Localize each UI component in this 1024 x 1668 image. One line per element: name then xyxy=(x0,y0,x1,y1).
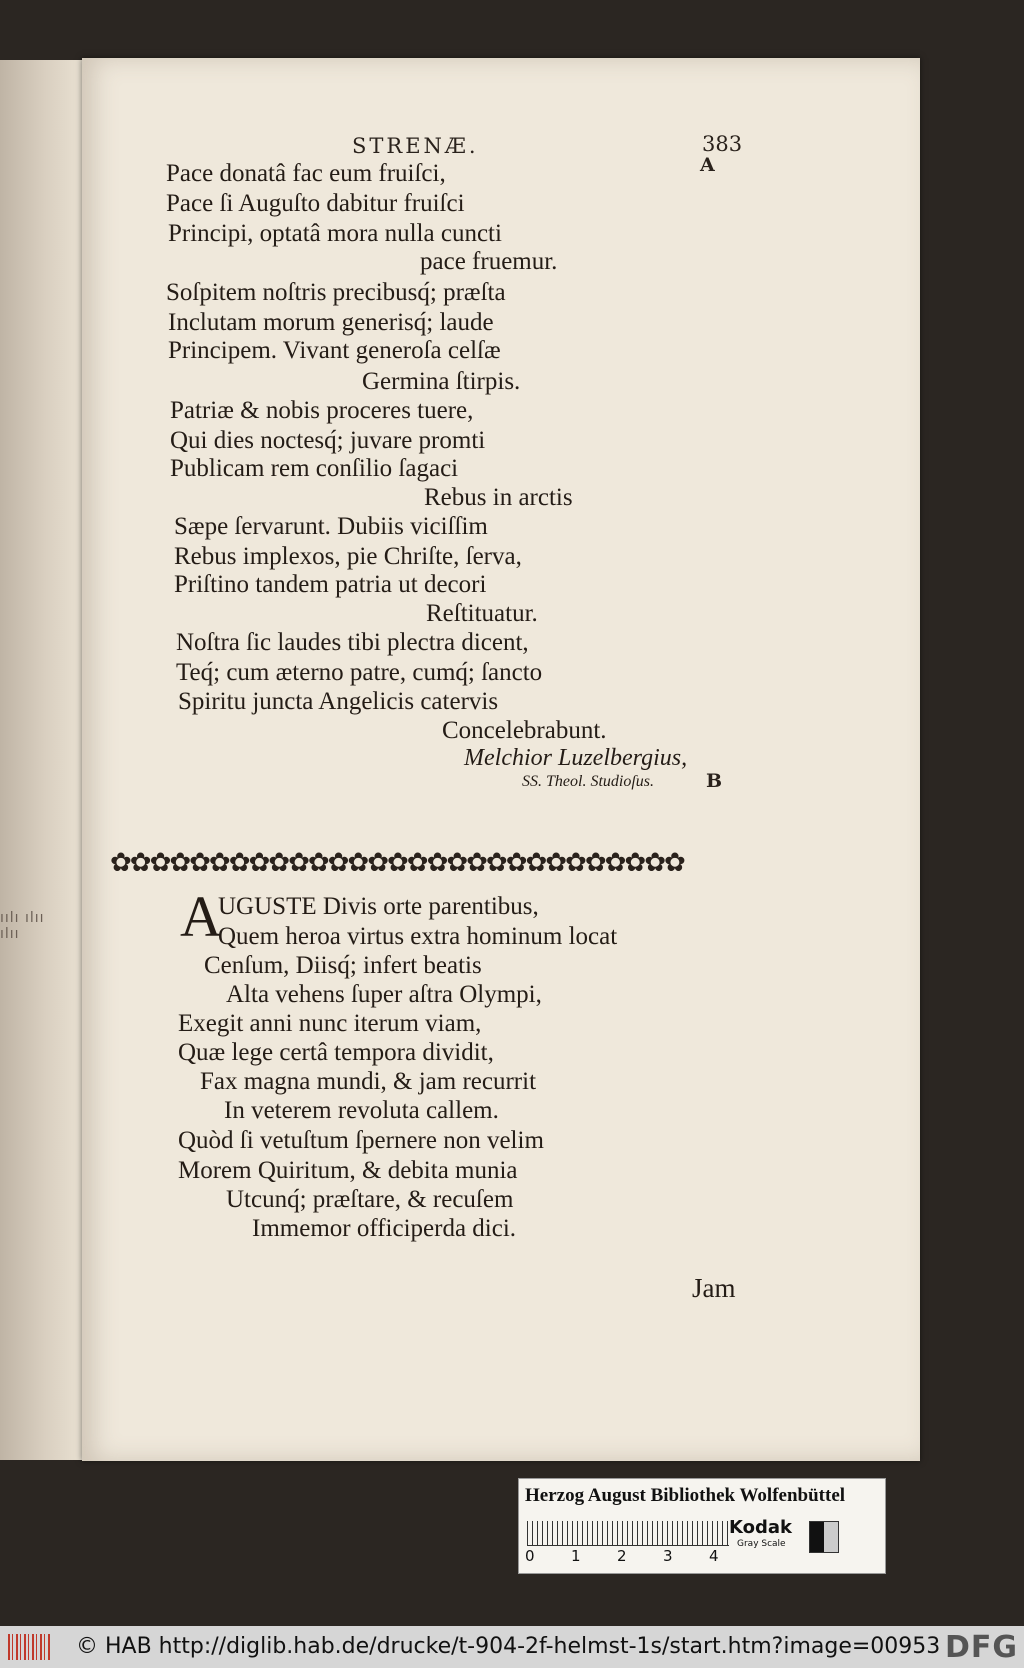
poem2-line: Exegit anni nunc iterum viam, xyxy=(178,1010,482,1037)
library-color-card xyxy=(518,1478,886,1574)
footer-bar xyxy=(0,1626,1024,1668)
ruler-number: 2 xyxy=(617,1547,627,1565)
poem2-line: Quæ lege certâ tempora dividit, xyxy=(178,1039,494,1066)
poem1-line: Publicam rem conſilio ſagaci xyxy=(170,455,459,482)
poem1-line: Principem. Vivant generoſa celſæ xyxy=(168,337,501,364)
poem1-line: Soſpitem noſtris precibusq́; præſta xyxy=(166,279,506,306)
poem2-line: Quòd ſi vetuſtum ſpernere non velim xyxy=(178,1127,544,1154)
poem1-line: Spiritu juncta Angelicis catervis xyxy=(178,688,499,715)
running-head: STRENÆ. xyxy=(352,134,479,158)
ruler-number: 1 xyxy=(571,1547,581,1565)
poem1-line: Patriæ & nobis proceres tuere, xyxy=(170,397,474,424)
page-number: 383 xyxy=(702,132,743,156)
gray-scale-label: Gray Scale xyxy=(737,1539,786,1549)
poem1-line: Rebus implexos, pie Chriſte, ſerva, xyxy=(174,543,522,570)
poem1-line: Inclutam morum generisq́; laude xyxy=(168,309,494,336)
poem2-line: Fax magna mundi, & jam recurrit xyxy=(200,1068,537,1095)
poem1-line: pace fruemur. xyxy=(420,248,558,275)
gray-swatch xyxy=(809,1521,839,1553)
catchword: Jam xyxy=(692,1273,736,1303)
barcode-icon xyxy=(8,1634,52,1660)
poem2-line: In veterem revoluta callem. xyxy=(224,1097,499,1124)
poem2-line: Alta vehens ſuper aſtra Olympi, xyxy=(226,981,542,1008)
signature-mark-a: A xyxy=(700,154,715,176)
kodak-brand: Kodak xyxy=(729,1517,792,1538)
dfg-logo: DFG xyxy=(944,1630,1018,1665)
left-page-edge xyxy=(0,60,84,1460)
library-name: Herzog August Bibliothek Wolfenbüttel xyxy=(525,1485,846,1506)
poem2-line: Utcunq́; præſtare, & recuſem xyxy=(226,1186,514,1213)
poem1-line: Germina ſtirpis. xyxy=(362,368,521,395)
poem2-line: Morem Quiritum, & debita munia xyxy=(178,1157,518,1184)
left-page-ghost-text: ıılı ılıı ılıı xyxy=(0,910,45,942)
poem2-line: Immemor officiperda dici. xyxy=(252,1215,517,1242)
poem1-line: Priſtino tandem patria ut decori xyxy=(174,571,487,598)
drop-cap: A xyxy=(180,884,222,949)
poem1-line: Principi, optatâ mora nulla cuncti xyxy=(168,220,502,247)
ruler-number: 0 xyxy=(525,1547,535,1565)
poem2-line: Quem heroa virtus extra hominum locat xyxy=(218,923,618,950)
poem1-line: Concelebrabunt. xyxy=(442,717,607,744)
poem2-line: Cenſum, Diisq́; infert beatis xyxy=(204,952,482,979)
ornamental-border: ✿✿✿✿✿✿✿✿✿✿✿✿✿✿✿✿✿✿✿✿✿✿✿✿✿✿✿✿✿ xyxy=(110,848,684,878)
ruler-number: 3 xyxy=(663,1547,673,1565)
poem1-line: Sæpe ſervarunt. Dubiis viciſſim xyxy=(174,513,488,540)
poem1-line: Noſtra ſic laudes tibi plectra dicent, xyxy=(176,629,529,656)
book-page xyxy=(82,58,920,1461)
poem1-line: Teq́; cum æterno patre, cumq́; ſancto xyxy=(176,659,543,686)
poem1-line: Qui dies noctesq́; juvare promti xyxy=(170,427,486,454)
poem1-line: Rebus in arctis xyxy=(424,484,573,511)
signature-mark-b: B xyxy=(706,770,723,792)
ruler-number: 4 xyxy=(709,1547,719,1565)
poem1-line: Pace ſi Auguſto dabitur fruiſci xyxy=(166,190,465,217)
author-title: SS. Theol. Studioſus. xyxy=(522,773,655,790)
scale-ruler xyxy=(527,1521,729,1546)
footer-copyright-link[interactable]: © HAB http://diglib.hab.de/drucke/t-904-2f-helmst-1s/start.htm?image=00953 xyxy=(76,1634,941,1659)
poem1-line: Reſtituatur. xyxy=(426,600,538,627)
poem1-line: Pace donatâ fac eum fruiſci, xyxy=(166,160,446,187)
poem2-line: UGUSTE Divis orte parentibus, xyxy=(218,893,539,920)
author-name: Melchior Luzelbergius, xyxy=(464,745,688,771)
